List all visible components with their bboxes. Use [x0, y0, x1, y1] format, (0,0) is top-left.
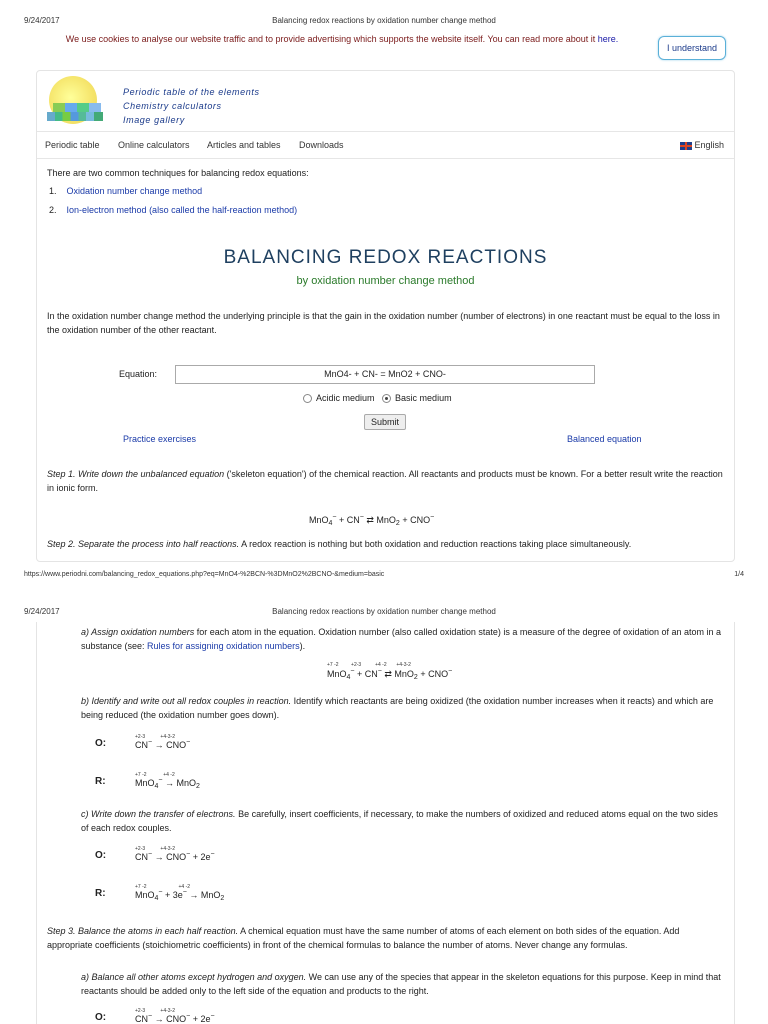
cookie-accept-button[interactable]: I understand: [658, 36, 726, 60]
main-nav: [37, 131, 734, 159]
print-date: 9/24/2017: [24, 16, 60, 25]
reduction-label-2: R:: [95, 888, 106, 899]
reduction-couple-1: MnO$_4$− → MnO$_2$: [135, 777, 200, 790]
oxidation-transfer: CN− → CNO− + 2e−: [135, 851, 215, 862]
oxidation-balance: CN− → CNO− + 2e−: [135, 1013, 215, 1024]
oxidation-couple-1: CN− → CNO−: [135, 739, 191, 750]
step3-text: [47, 924, 725, 952]
oxidation-label-1: O:: [95, 738, 107, 749]
step3a-rest: We can use any of the species that appear in the skeleton equations for this purpose. Keep in mind that reactants should be added only to the left side of the equation and products to the right.: [81, 972, 721, 996]
submit-button[interactable]: Submit: [364, 414, 406, 430]
print-doc-title-2: Balancing redox reactions by oxidation number change method: [272, 607, 496, 616]
balanced-equation-link[interactable]: Balanced equation: [567, 434, 642, 444]
principle-text: In the oxidation number change method the underlying principle is that the gain in the oxidation number (number of electrons) in one reactant must be equal to the loss in the oxidation number of the other reactant.: [47, 311, 720, 335]
site-container: [36, 70, 735, 562]
print-page: 1/4: [734, 571, 744, 578]
site-logo[interactable]: [47, 76, 105, 130]
intro-text: There are two common techniques for balancing redox equations:: [47, 168, 309, 178]
element-blocks-top-icon: [53, 103, 101, 112]
method-2-link[interactable]: Ion-electron method (also called the half-reaction method): [66, 205, 298, 215]
reduction-label-1: R:: [95, 776, 106, 787]
step2-rest: A redox reaction is nothing but both oxidation and reduction reactions taking place simultaneously.: [239, 539, 632, 549]
acidic-radio[interactable]: [303, 394, 312, 403]
step3a-text: [81, 970, 725, 998]
cookie-here-link[interactable]: here.: [597, 34, 619, 44]
ox-numbers-r1: +7 -2 +4 -2: [135, 772, 175, 778]
cookie-text: We use cookies to analyse our website traffic and to provide advertising which supports the website itself. You can read more about it: [65, 34, 596, 44]
basic-label: Basic medium: [395, 393, 452, 403]
step2-lead: Step 2. Separate the process into half reactions.: [47, 539, 240, 549]
equation-label: Equation:: [119, 369, 158, 379]
step3-lead: Step 3. Balance the atoms in each half reaction.: [47, 926, 239, 936]
step2b-text: [81, 694, 725, 722]
oxidation-number-equation: MnO$_4$− + CN− ⇄ MnO$_2$ + CNO−: [327, 668, 453, 681]
rules-oxidation-link[interactable]: Rules for assigning oxidation numbers: [147, 641, 300, 651]
cookie-message: [36, 34, 648, 45]
method-2: 2. Ion-electron method (also called the half-reaction method): [49, 205, 298, 215]
site-container-2: [36, 622, 735, 1024]
step2c-rest: Be carefully, insert coefficients, if necessary, to make the numbers of oxidized and reduced atoms equal on the two sides of each redox couples.: [81, 809, 718, 833]
nav-downloads[interactable]: Downloads: [299, 140, 344, 150]
oxidation-label-3: O:: [95, 1012, 107, 1023]
cookie-banner: [36, 34, 736, 64]
language-selector[interactable]: [680, 140, 724, 150]
practice-exercises-link[interactable]: Practice exercises: [123, 434, 197, 444]
step2-text: [47, 537, 725, 551]
print-header-2: [24, 607, 744, 621]
ox-numbers-o2: +2-3 +4-3-2: [135, 846, 176, 852]
nav-articles-tables[interactable]: Articles and tables: [207, 140, 281, 150]
method-1: 1. Oxidation number change method: [49, 186, 203, 196]
step2c-text: [81, 807, 725, 835]
nav-online-calculators[interactable]: Online calculators: [118, 140, 190, 150]
step2a-text: [81, 625, 725, 653]
link-image-gallery[interactable]: Image gallery: [123, 115, 185, 125]
page-subtitle: by oxidation number change method: [296, 275, 475, 287]
step2a-rest: for each atom in the equation. Oxidation number (also called oxidation state) is a measure of the degree of oxidation of an atom in a substance (see:: [81, 627, 722, 651]
step1-lead: Step 1. Write down the unbalanced equation: [47, 469, 225, 479]
nav-periodic-table[interactable]: Periodic table: [45, 140, 100, 150]
step2a-lead: a) Assign oxidation numbers: [81, 627, 195, 637]
step2c-lead: c) Write down the transfer of electrons.: [81, 809, 236, 819]
step3a-lead: a) Balance all other atoms except hydrogen and oxygen.: [81, 972, 307, 982]
step2a-end: ).: [299, 641, 306, 651]
oxidation-label-2: O:: [95, 850, 107, 861]
print-url: https://www.periodni.com/balancing_redox_equations.php?eq=MnO4-%2BCN-%3DMnO2%2BCNO-&medium=basic: [24, 571, 385, 578]
step2b-rest: Identify which reactants are being oxidized (the oxidation number increases when it reacts) and which are being reduced (the oxidation number goes down).: [81, 696, 714, 720]
step1-rest: ('skeleton equation') of the chemical reaction. All reactants and products must be known. For a better result write the reaction in ionic form.: [47, 469, 723, 493]
acidic-label: Acidic medium: [316, 393, 375, 403]
link-chemistry-calculators[interactable]: Chemistry calculators: [123, 101, 222, 111]
ox-numbers-1: +7 -2 +2-3 +4 -2 +4-3-2: [327, 662, 411, 668]
print-doc-title: Balancing redox reactions by oxidation number change method: [272, 16, 496, 25]
link-periodic-table[interactable]: Periodic table of the elements: [123, 87, 260, 97]
step3-rest: A chemical equation must have the same number of atoms of each element on both sides of the equation. Add appropriate coefficients (stoichiometric coefficients) in front of the chemical formulas to balance the number of atoms. Never change any formulas.: [47, 926, 680, 950]
skeleton-equation: MnO$_4$− + CN− ⇄ MnO$_2$ + CNO−: [309, 514, 435, 527]
step2b-lead: b) Identify and write out all redox couples in reaction.: [81, 696, 292, 706]
print-header: [24, 16, 744, 30]
ox-numbers-o3: +2-3 +4-3-2: [135, 1008, 176, 1014]
step1-text: [47, 467, 725, 495]
page-title: BALANCING REDOX REACTIONS: [223, 247, 548, 268]
reduction-transfer: MnO$_4$− + 3e− → MnO$_2$: [135, 889, 225, 902]
header-links: [123, 85, 260, 127]
print-date-2: 9/24/2017: [24, 607, 60, 616]
uk-flag-icon: [680, 142, 692, 150]
method-1-link[interactable]: Oxidation number change method: [66, 186, 203, 196]
ox-numbers-r2: +7 -2 +4 -2: [135, 884, 191, 890]
medium-options: [303, 393, 452, 403]
basic-radio[interactable]: [382, 394, 391, 403]
ox-numbers-o1: +2-3 +4-3-2: [135, 734, 176, 740]
element-blocks-icon: [47, 112, 103, 121]
language-label: English: [694, 140, 724, 150]
equation-input[interactable]: MnO4- + CN- = MnO2 + CNO-: [175, 365, 595, 384]
